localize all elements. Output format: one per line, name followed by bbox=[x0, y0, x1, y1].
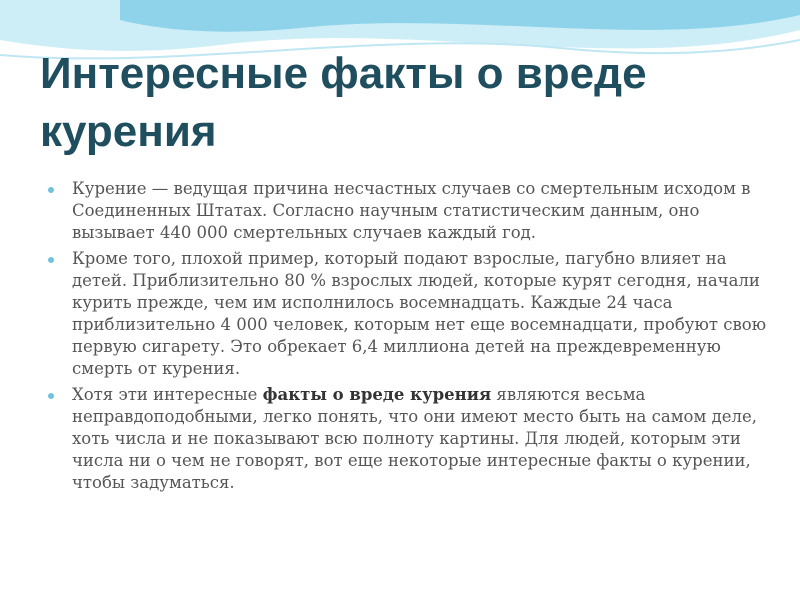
bullet-icon bbox=[48, 257, 54, 263]
bullet-item bbox=[48, 178, 768, 244]
bullet-text-bold: факты о вреде курения bbox=[262, 385, 492, 404]
bullet-text: Кроме того, плохой пример, который подают взрослые, пагубно влияет на детей. Приблизительно 80 % взрослых людей, которые курят сегодня, начали курить прежде, чем им исполнилось восемнадцать. Каждые 24 часа приблизительно 4 000 человек, которым нет еще восемнадцати, пробуют свою первую сигарету. Это обрекает 6,4 миллиона детей на преждевременную смерть от курения. bbox=[72, 249, 767, 378]
bullet-text-after: являются весьма неправдоподобными, легко понять, что они имеют место быть на самом деле, хоть числа и не показывают всю полноту картины. Для людей, которым эти числа ни о чем не говорят, вот еще некоторые интересные факты о курении, чтобы задуматься. bbox=[72, 385, 757, 492]
bullet-icon bbox=[48, 393, 54, 399]
bullet-list bbox=[48, 178, 768, 498]
slide-title: Интересные факты о вреде курения bbox=[40, 49, 647, 156]
bullet-item bbox=[48, 248, 768, 380]
bullet-text-before: Хотя эти интересные bbox=[72, 385, 263, 404]
bullet-icon bbox=[48, 187, 54, 193]
bullet-item bbox=[48, 384, 768, 494]
bullet-text: Курение — ведущая причина несчастных случаев со смертельным исходом в Соединенных Штатах. Согласно научным статистическим данным, оно вызывает 440 000 смертельных случаев каждый год. bbox=[72, 179, 751, 242]
